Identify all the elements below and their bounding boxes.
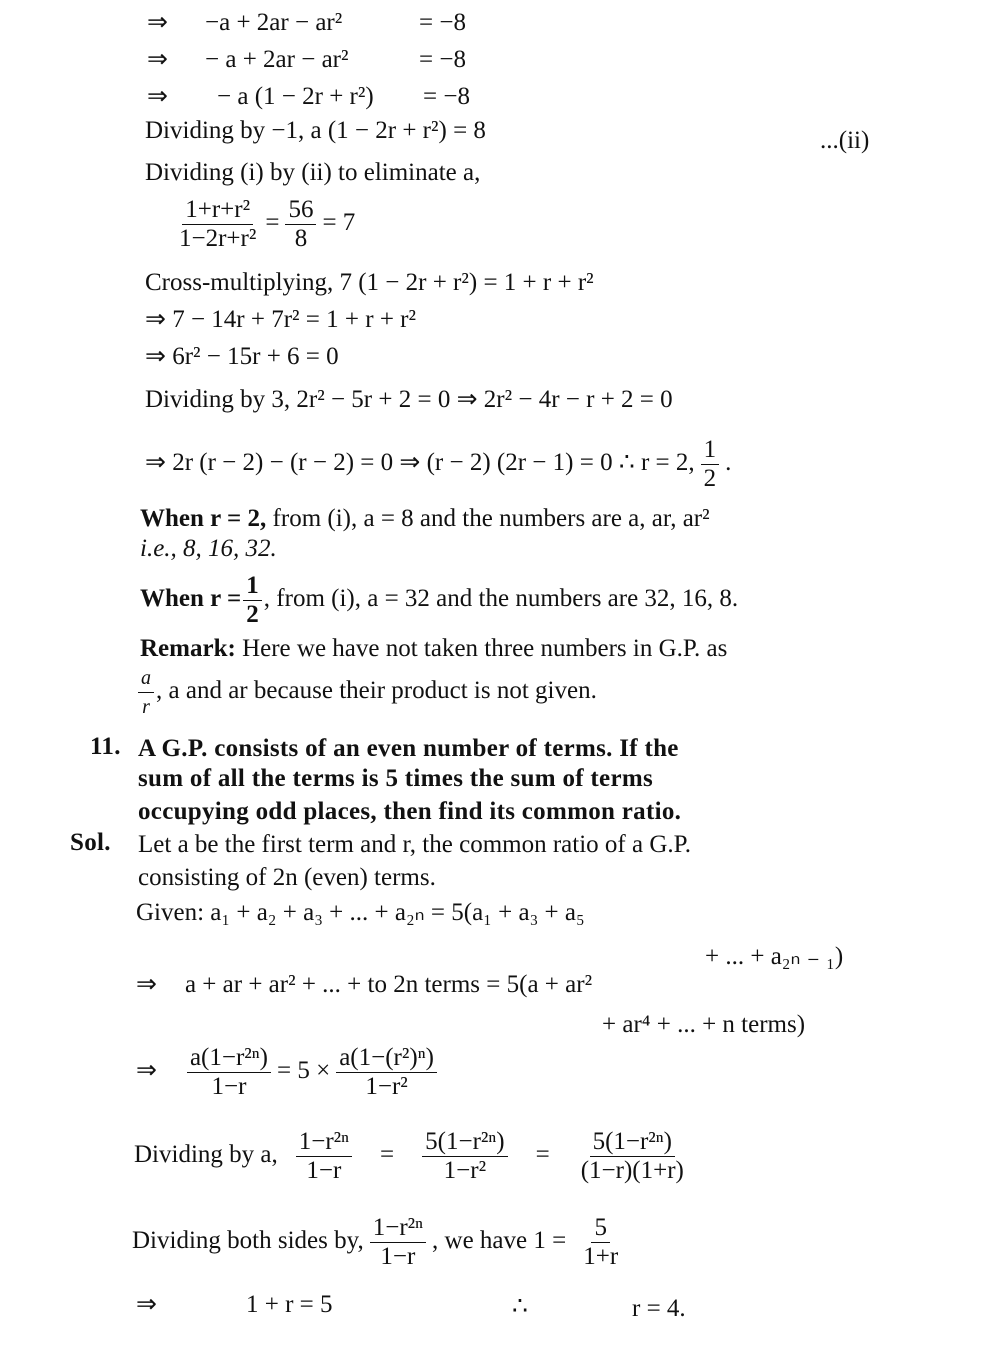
- step-line: [140, 504, 710, 534]
- denominator: 2: [246, 601, 259, 628]
- numerator: a(1−(r²)ⁿ): [336, 1044, 437, 1073]
- denominator: 1+r: [583, 1243, 619, 1270]
- step-line: [147, 82, 470, 112]
- numerator: 1: [243, 572, 262, 601]
- remark-line: [136, 664, 597, 721]
- expression: ⇒ 2r (r − 2) − (r − 2) = 0 ⇒ (r − 2) (2r − 1) = 0 ∴ r = 2,: [145, 449, 695, 477]
- numerator: 1+r+r²: [182, 196, 253, 225]
- numerator: 1: [701, 436, 720, 465]
- fraction-equation: [132, 1214, 627, 1271]
- denominator: 1−r: [306, 1157, 342, 1184]
- numerator: 5(1−r²ⁿ): [422, 1128, 507, 1157]
- numerator: a: [138, 664, 154, 693]
- step-line: ⇒ 6r² − 15r + 6 = 0: [145, 343, 339, 370]
- numerator: 1−r²ⁿ: [370, 1214, 426, 1243]
- step-line: 1 + r = 5: [246, 1291, 333, 1318]
- fraction-equation: [170, 196, 355, 253]
- step-line: + ... + a₂ₙ ₋ ₁): [705, 943, 844, 970]
- final-answer: r = 4.: [632, 1295, 686, 1322]
- bold-lead: When r =: [140, 585, 242, 613]
- result: = −8: [419, 46, 466, 73]
- denominator: (1−r)(1+r): [580, 1157, 684, 1184]
- result: = 7: [322, 209, 356, 237]
- numerator: 5(1−r²ⁿ): [590, 1128, 675, 1157]
- step-line: Given: a₁ + a₂ + a₃ + ... + a₂ₙ = 5(a₁ + a₃ + a₅: [136, 899, 585, 926]
- solution-text: Let a be the first term and r, the common ratio of a G.P.: [138, 831, 692, 858]
- denominator: 1−r²: [443, 1157, 487, 1184]
- step-line: [140, 572, 738, 629]
- remark-label: Remark:: [140, 635, 236, 662]
- remark-line: [140, 634, 727, 664]
- step-line: Cross-multiplying, 7 (1 − 2r + r²) = 1 + r + r²: [145, 269, 594, 296]
- denominator: 8: [294, 225, 308, 252]
- fraction-equation: [134, 1128, 693, 1185]
- period: .: [725, 449, 732, 477]
- question-text: A G.P. consists of an even number of terms. If the: [138, 735, 679, 762]
- denominator: 1−r²: [365, 1073, 408, 1100]
- denominator: r: [142, 696, 150, 718]
- step-line: ⇒ 7 − 14r + 7r² = 1 + r + r²: [145, 306, 416, 333]
- step-line: + ar⁴ + ... + n terms): [602, 1011, 806, 1038]
- equals: =: [380, 1141, 395, 1169]
- denominator: 1−r: [211, 1073, 247, 1100]
- step-line: [147, 45, 466, 75]
- implies-symbol: ⇒: [147, 46, 168, 73]
- label: Dividing by a,: [134, 1141, 278, 1169]
- equals: =: [265, 209, 280, 237]
- text: from (i), a = 8 and the numbers are a, ar, ar²: [272, 505, 710, 532]
- numerator: a(1−r²ⁿ): [187, 1044, 271, 1073]
- equation-tag: ...(ii): [820, 127, 870, 154]
- implies-symbol: ⇒: [147, 9, 168, 36]
- text: Here we have not taken three numbers in G.P. as: [242, 635, 728, 662]
- text: , we have 1 =: [432, 1227, 567, 1255]
- step-line: [147, 8, 466, 38]
- step-line: Dividing by 3, 2r² − 5r + 2 = 0 ⇒ 2r² − 4r − r + 2 = 0: [145, 386, 673, 413]
- expression: − a (1 − 2r + r²): [217, 83, 374, 110]
- question-text: occupying odd places, then find its common ratio.: [138, 798, 682, 825]
- expression: −a + 2ar − ar²: [205, 9, 343, 36]
- equals: =: [535, 1141, 550, 1169]
- implies-symbol: ⇒: [136, 1057, 157, 1085]
- numerator: 1−r²ⁿ: [296, 1128, 352, 1157]
- denominator: 1−r: [380, 1243, 416, 1270]
- step-line: Dividing (i) by (ii) to eliminate a,: [145, 159, 481, 186]
- step-line: [145, 436, 731, 493]
- numerator: 5: [591, 1214, 610, 1243]
- result: = −8: [423, 83, 470, 110]
- expression: a + ar + ar² + ... + to 2n terms = 5(a + ar²: [184, 971, 593, 998]
- implies-symbol: ⇒: [136, 1291, 157, 1318]
- solution-text: consisting of 2n (even) terms.: [138, 864, 436, 891]
- expression: − a + 2ar − ar²: [205, 46, 349, 73]
- fraction-equation: [136, 1044, 443, 1101]
- text: , a and ar because their product is not given.: [156, 677, 597, 705]
- step-line: Dividing by −1, a (1 − 2r + r²) = 8: [145, 117, 486, 144]
- question-text: sum of all the terms is 5 times the sum of terms: [138, 765, 653, 792]
- operator: = 5 ×: [277, 1057, 331, 1085]
- solution-label: Sol.: [70, 829, 111, 856]
- question-number: 11.: [90, 733, 121, 760]
- numerator: 56: [285, 196, 316, 225]
- denominator: 2: [703, 465, 717, 492]
- step-line: [136, 970, 592, 1000]
- implies-symbol: ⇒: [147, 83, 168, 110]
- implies-symbol: ⇒: [136, 971, 157, 998]
- label: Dividing both sides by,: [132, 1227, 364, 1255]
- bold-lead: When r = 2,: [140, 505, 267, 532]
- result: = −8: [419, 9, 466, 36]
- therefore-symbol: ∴: [512, 1293, 528, 1320]
- denominator: 1−2r+r²: [179, 225, 257, 252]
- step-line: i.e., 8, 16, 32.: [140, 535, 277, 562]
- text: , from (i), a = 32 and the numbers are 32, 16, 8.: [263, 585, 739, 613]
